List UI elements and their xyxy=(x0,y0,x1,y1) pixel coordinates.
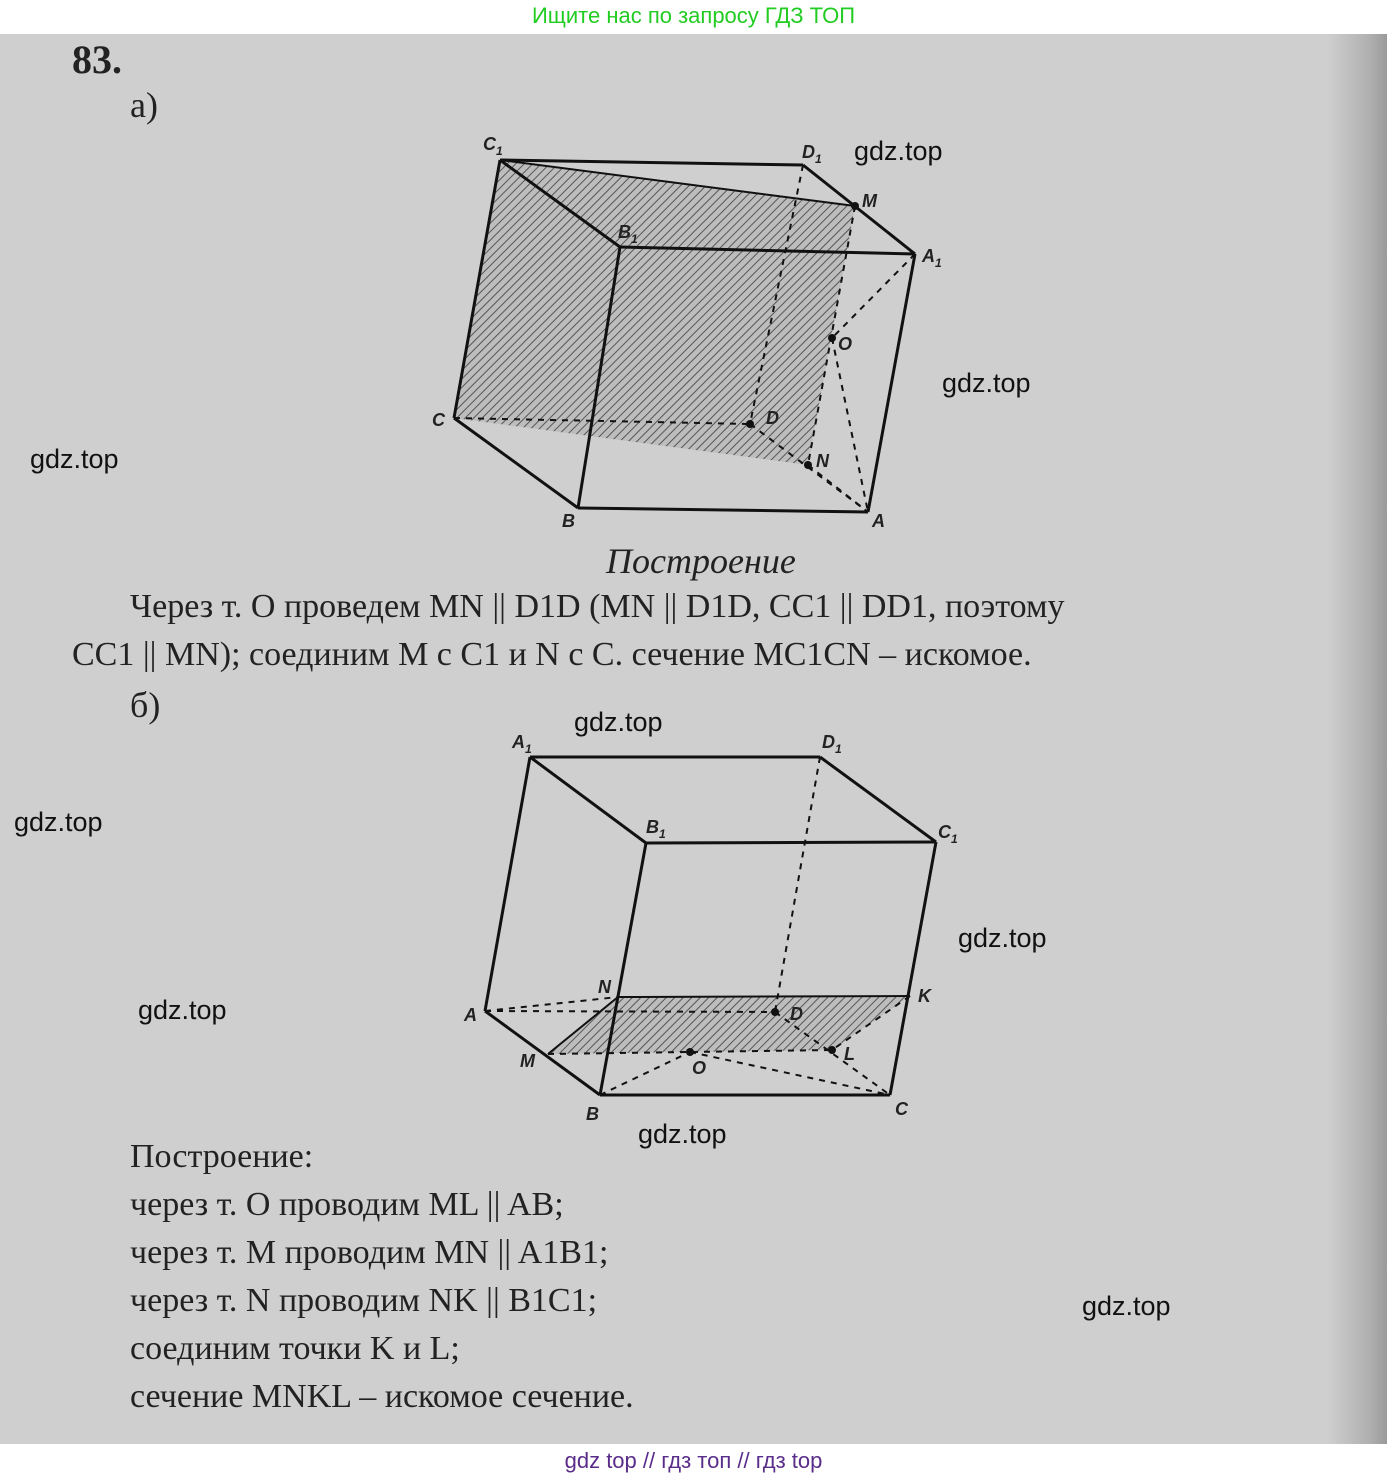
watermark: gdz.top xyxy=(854,136,943,166)
part-b-step-5: сечение MNKL – искомое сечение. xyxy=(130,1378,634,1415)
part-b-step-2: через т. M проводим MN || A1B1; xyxy=(130,1234,609,1271)
part-a-caption: Построение xyxy=(606,541,796,581)
label-c1: $C_1$ xyxy=(483,134,503,158)
label-c: C xyxy=(432,410,445,430)
figure-b-labels xyxy=(463,732,958,1124)
label-c1: $C_1$ xyxy=(938,822,958,846)
label-l: L xyxy=(844,1044,855,1064)
label-a: A xyxy=(464,1005,477,1025)
label-d1: $D_1$ xyxy=(802,142,822,166)
figure-b xyxy=(485,757,936,1095)
part-a-label: а) xyxy=(130,85,158,125)
part-b-label: б) xyxy=(130,685,161,725)
watermark: gdz.top xyxy=(574,707,663,737)
label-o: O xyxy=(838,334,853,354)
label-k: K xyxy=(918,986,931,1006)
label-n: N xyxy=(598,977,611,997)
label-n: N xyxy=(816,451,829,471)
label-b: B xyxy=(562,511,575,531)
section-mnkl xyxy=(548,996,910,1054)
part-b-step-0: Построение: xyxy=(130,1138,314,1175)
watermark: gdz.top xyxy=(14,807,103,837)
watermark: gdz.top xyxy=(1082,1291,1171,1321)
watermark: gdz.top xyxy=(138,995,227,1025)
label-b1: $B_1$ xyxy=(618,222,638,246)
footer-links[interactable]: gdz top // гдз топ // гдз top xyxy=(564,1448,823,1473)
search-banner: Ищите нас по запросу ГДЗ ТОП xyxy=(531,3,856,28)
label-d: D xyxy=(766,408,779,428)
watermark: gdz.top xyxy=(638,1119,727,1149)
label-o: O xyxy=(692,1058,707,1078)
part-b-step-3: через т. N проводим NK || B1C1; xyxy=(130,1282,598,1319)
label-a1: $A_1$ xyxy=(922,246,942,270)
problem-number: 83. xyxy=(72,37,122,82)
watermark: gdz.top xyxy=(958,923,1047,953)
label-b: B xyxy=(586,1104,599,1124)
part-b-step-4: соединим точки K и L; xyxy=(130,1330,460,1367)
watermark: gdz.top xyxy=(942,368,1031,398)
label-a1: $A_1$ xyxy=(512,732,532,756)
label-m: M xyxy=(520,1051,535,1071)
label-c: C xyxy=(895,1099,908,1119)
part-a-text-line2: CC1 || MN); соединим M с C1 и N с C. сечение MC1CN – искомое. xyxy=(72,636,1032,673)
part-a-text-line1: Через т. O проведем MN || D1D (MN || D1D, CC1 || DD1, поэтому xyxy=(130,588,1065,625)
label-a: A xyxy=(872,511,885,531)
label-b1: $B_1$ xyxy=(646,817,666,841)
part-b-step-1: через т. O проводим ML || AB; xyxy=(130,1186,564,1223)
label-d: D xyxy=(790,1004,803,1024)
label-m: M xyxy=(862,191,877,211)
label-d1: $D_1$ xyxy=(822,732,842,756)
watermark: gdz.top xyxy=(30,444,119,474)
